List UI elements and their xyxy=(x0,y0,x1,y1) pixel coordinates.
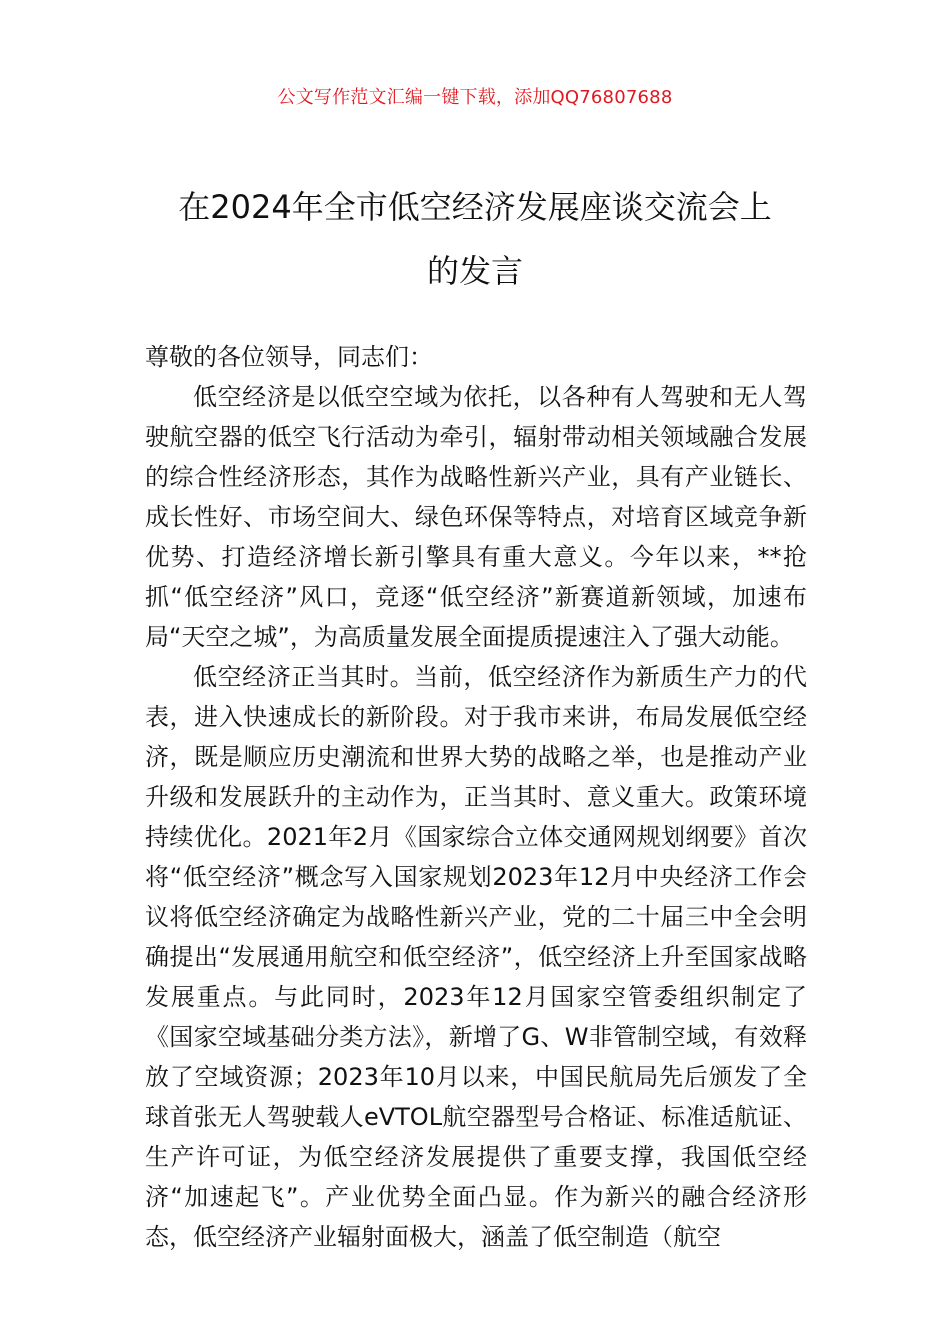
salutation: 尊敬的各位领导，同志们： xyxy=(145,343,433,371)
header-note: 公文写作范文汇编一键下载，添加QQ76807688 xyxy=(277,87,673,108)
document-title xyxy=(120,175,830,303)
document-body xyxy=(145,337,807,1257)
title-line-1: 在2024年全市低空经济发展座谈交流会上 xyxy=(178,188,772,226)
paragraph-2: 低空经济正当其时。当前，低空经济作为新质生产力的代表，进入快速成长的新阶段。对于我市来讲，布局发展低空经济，既是顺应历史潮流和世界大势的战略之举，也是推动产业升级和发展跃升的主动作为，正当其时、意义重大。政策环境持续优化。2021年2月《国家综合立体交通网规划纲要》首次将“低空经济”概念写入国家规划2023年12月中央经济工作会议将低空经济确定为战略性新兴产业，党的二十届三中全会明确提出“发展通用航空和低空经济”，低空经济上升至国家战略发展重点。与此同时，2023年12月国家空管委组织制定了《国家空域基础分类方法》，新增了G、W非管制空域，有效释放了空域资源；2023年10月以来，中国民航局先后颁发了全球首张无人驾驶载人eVTOL航空器型号合格证、标准适航证、生产许可证，为低空经济发展提供了重要支撑，我国低空经济“加速起飞”。产业优势全面凸显。作为新兴的融合经济形态，低空经济产业辐射面极大，涵盖了低空制造（航空 xyxy=(145,663,807,1251)
paragraph-1: 低空经济是以低空空域为依托，以各种有人驾驶和无人驾驶航空器的低空飞行活动为牵引，辐射带动相关领域融合发展的综合性经济形态，其作为战略性新兴产业，具有产业链长、成长性好、市场空间大、绿色环保等特点，对培育区域竞争新优势、打造经济增长新引擎具有重大意义。今年以来，**抢抓“低空经济”风口，竞逐“低空经济”新赛道新领域，加速布局“天空之城”，为高质量发展全面提质提速注入了强大动能。 xyxy=(145,383,807,651)
title-line-2: 的发言 xyxy=(426,252,523,290)
